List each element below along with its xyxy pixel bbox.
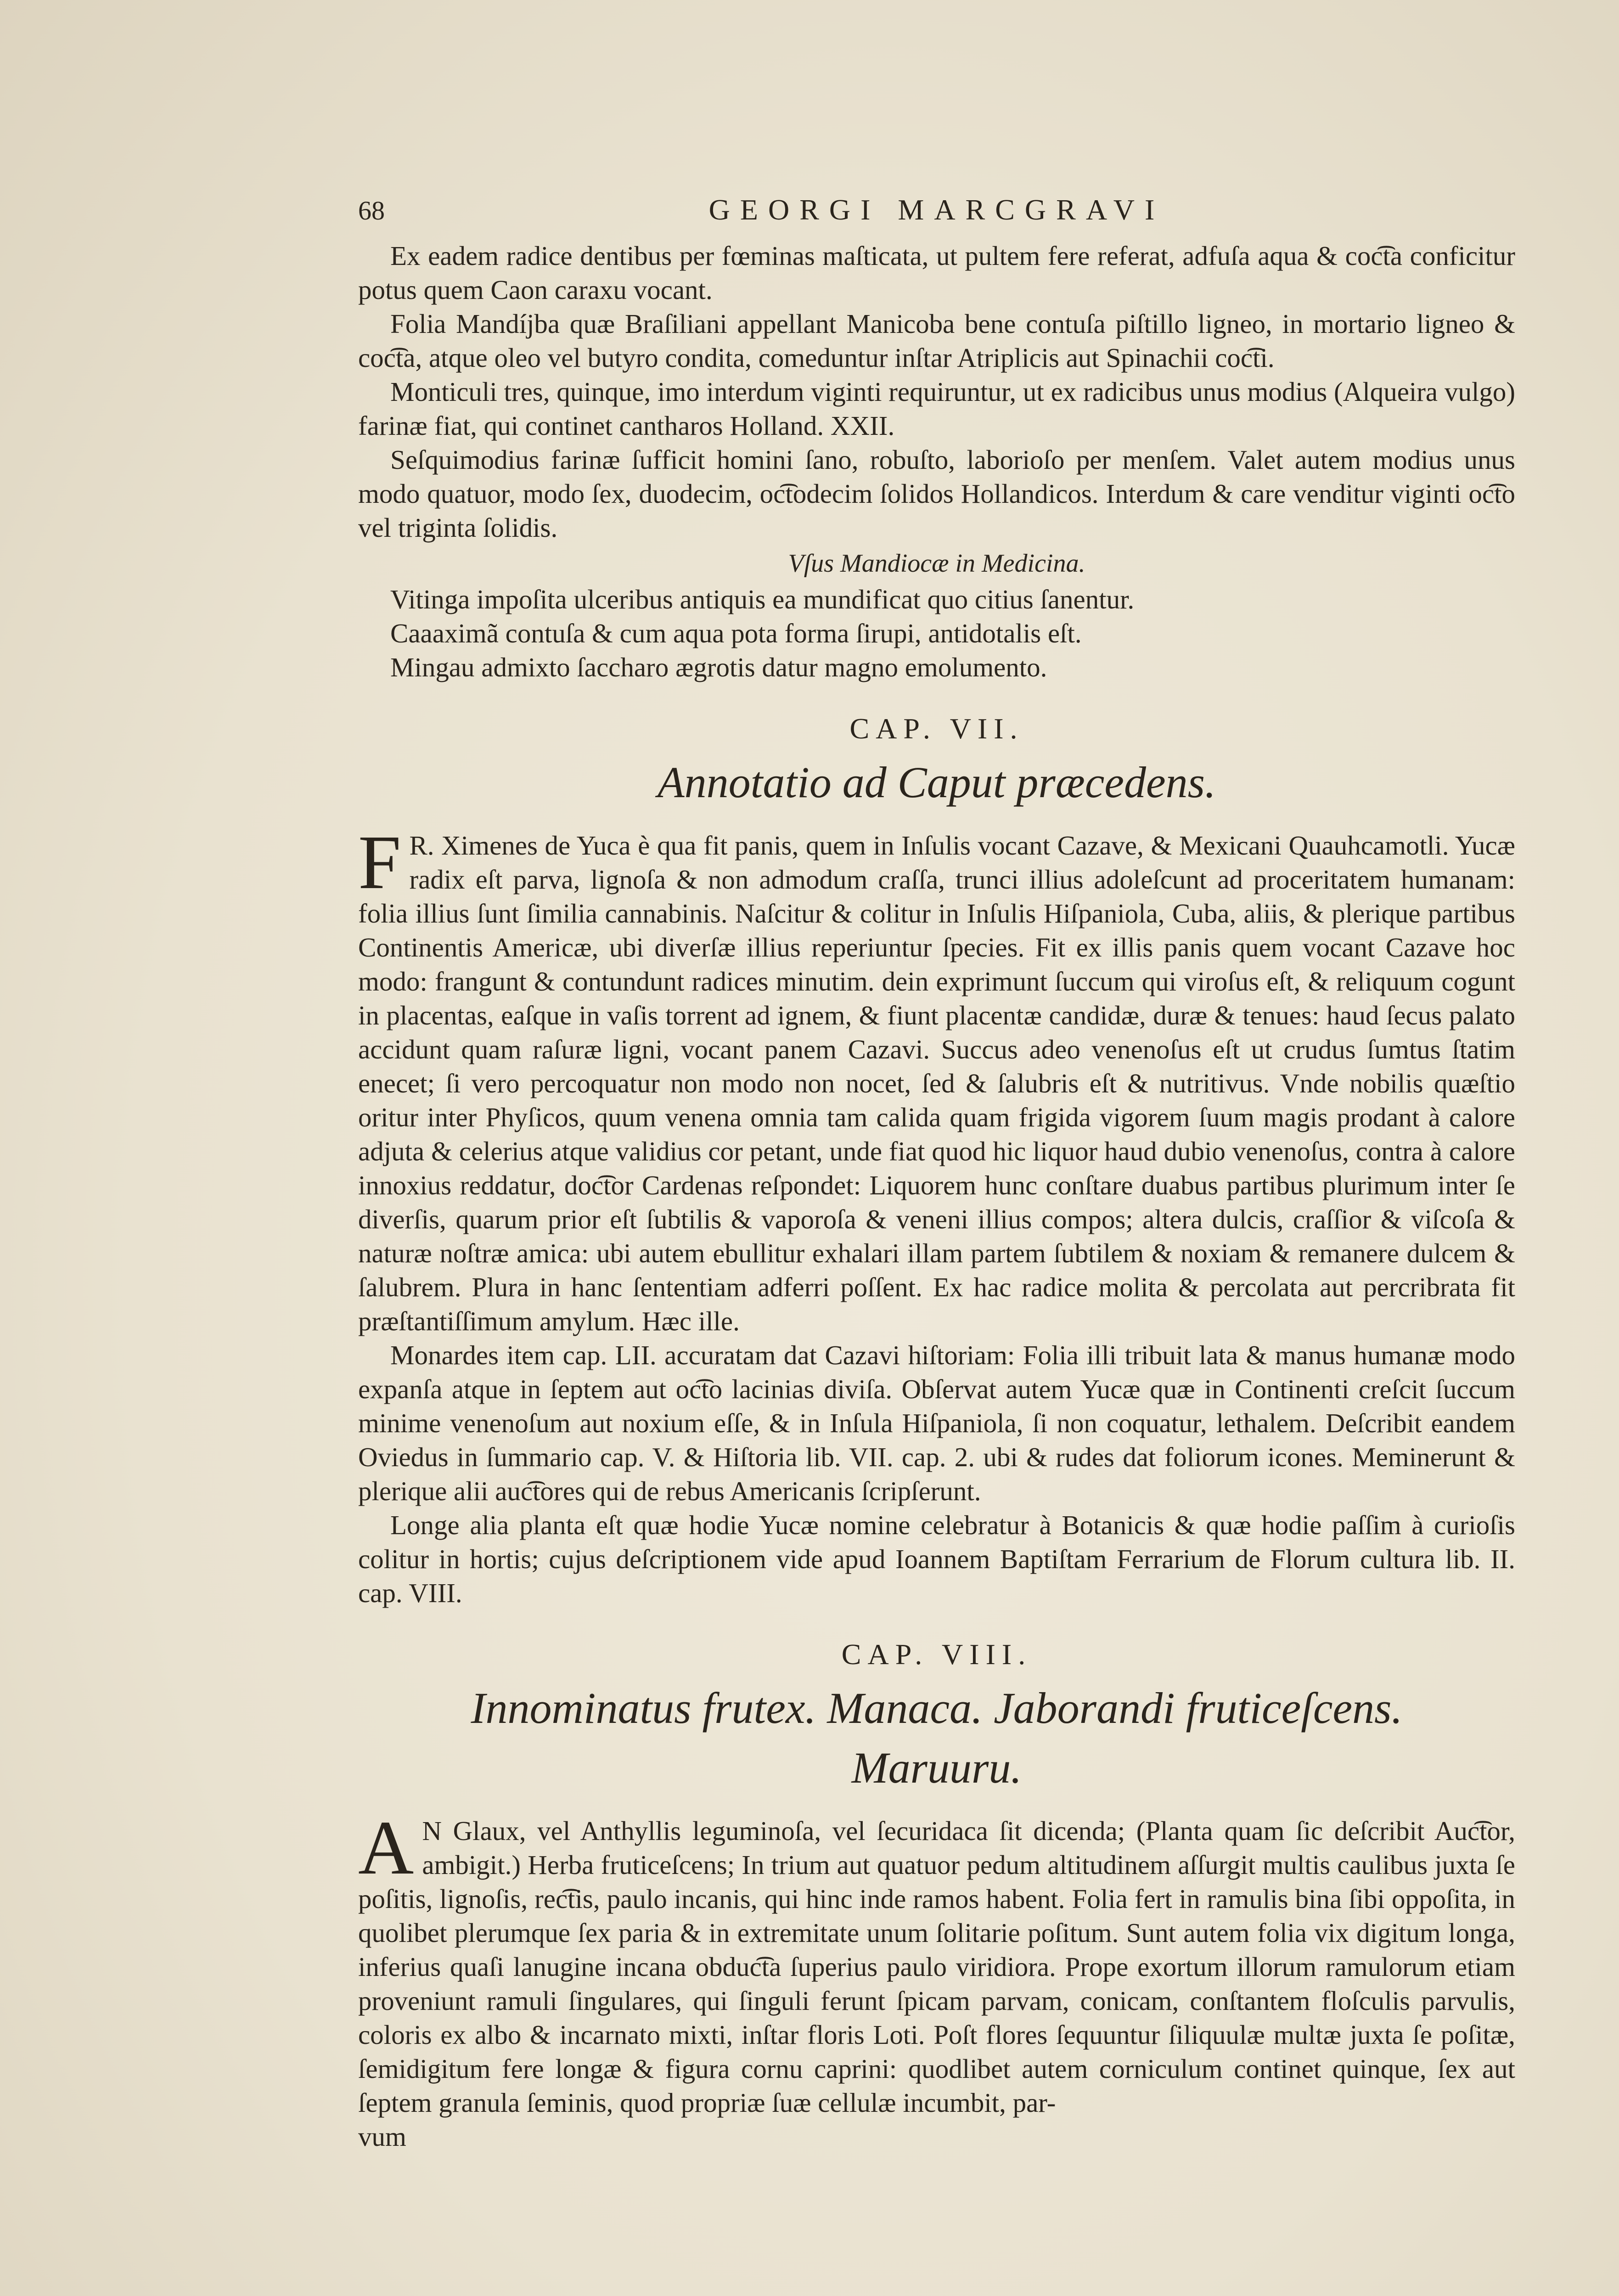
chapter-7-number: CAP. VII.	[849, 712, 1024, 745]
subheading-usus: Vſus Mandiocæ in Medicina.	[788, 549, 1085, 578]
paragraph-8: R. Ximenes de Yuca è qua fit panis, quem in Inſulis vocant Cazave, & Mexicani Quauhcamotli. Yucæ radix eſt parva, lignoſa & non admodum craſſa, trunci illius adoleſcunt ad proceritatem humanam: folia illius ſunt ſimilia cannabinis. Naſcitur & colitur in Inſulis Hiſpaniola, Cuba, aliis, & plerique partibus Continentis Americæ, ubi diverſæ illius reperiuntur ſpecies. Fit ex illis panis quem vocant Cazave hoc modo: frangunt & contundunt radices minutim. dein exprimunt ſuccum qui viroſus eſt, & reliquum cogunt in placentas, eaſque in vaſis torrent ad ignem, & fiunt placentæ candidæ, duræ & tenues: haud ſecus palato accidunt quam raſuræ ligni, vocant panem Cazavi. Succus adeo venenoſus eſt ut crudus ſumtus ſtatim enecet; ſi vero percoquatur non modo non nocet, ſed & ſalubris eſt & nutritivus. Vnde nobilis quæſtio oritur inter Phyſicos, quum venena omnia tam calida quam frigida vigorem ſuum magis prodant à calore adjuta & celerius atque validius cor petant, unde fiat quod hic liquor haud dubio venenoſus, contra à calore innoxius reddatur, doc͡tor Cardenas reſpondet: Liquorem hunc conſtare duabus partibus plurimum inter ſe diverſis, quarum prior eſt ſubtilis & vaporoſa & veneni illius compos; altera dulcis, craſſior & viſcoſa & naturæ noſtræ amica: ubi autem ebullitur exhalari illam partem ſubtilem & noxiam & remanere dulcem & ſalubrem. Plura in hanc ſententiam adferri poſſent. Ex hac radice molita & percolata aut percribrata fit præſtantiſſimum amylum. Hæc ille.	[358, 830, 1515, 1336]
paragraph-9: Monardes item cap. LII. accuratam dat Cazavi hiſtoriam: Folia illi tribuit lata & manus humanæ modo expanſa atque in ſeptem aut oc͡to lacinias diviſa. Obſervat autem Yucæ quæ in Continenti creſcit ſuccum minime venenoſum aut noxium eſſe, & in Inſula Hiſpaniola, ſi non coquatur, lethalem. Deſcribit eandem Oviedus in ſummario cap. V. & Hiſtoria lib. VII. cap. 2. ubi & rudes dat foliorum icones. Meminerunt & plerique alii auc͡tores qui de rebus Americanis ſcripſerunt.	[358, 1340, 1515, 1506]
drop-cap-a: A	[358, 1805, 414, 1891]
paragraph-11: N Glaux, vel Anthyllis leguminoſa, vel ſecuridaca ſit dicenda; (Planta quam ſic deſcribit Auc͡tor, ambigit.) Herba fruticeſcens; In trium aut quatuor pedum altitudinem aſſurgit multis caulibus juxta ſe poſitis, lignoſis, rec͡tis, paulo incanis, qui hinc inde ramos habent. Folia fert in ramulis bina ſibi oppoſita, in quolibet plerumque ſex paria & in extremitate unum ſolitarie poſitum. Sunt autem folia vix digitum longa, inferius quaſi lanugine incana obduc͡ta ſuperius paulo viridiora. Prope exortum illorum ramulorum etiam proveniunt ramuli ſingulares, qui ſinguli ferunt ſpicam parvam, conicam, conſtantem floſculis parvulis, coloris ex albo & incarnato mixti, inſtar floris Loti. Poſt flores ſequuntur ſiliquulæ multæ juxta ſe poſitæ, ſemidigitum fere longæ & figura cornu caprini: quodlibet autem corniculum continet quinque, ſex aut ſeptem granula ſeminis, quod propriæ ſuæ cellulæ incumbit, par-	[358, 1816, 1515, 2118]
chapter-8-number: CAP. VIII.	[841, 1638, 1032, 1671]
paragraph-7: Mingau admixto ſaccharo ægrotis datur magno emolumento.	[390, 652, 1047, 682]
chapter-8-heading-line-2: Maruuru.	[851, 1743, 1022, 1792]
paragraph-10: Longe alia planta eſt quæ hodie Yucæ nomine celebratur à Botanicis & quæ hodie paſſim à curioſis colitur in hortis; cujus deſcriptionem vide apud Ioannem Baptiſtam Ferrarium de Florum cultura lib. II. cap. VIII.	[358, 1510, 1515, 1608]
paragraph-5: Vitinga impoſita ulceribus antiquis ea mundificat quo citius ſanentur.	[390, 584, 1135, 614]
drop-cap-f: F	[358, 820, 401, 905]
running-title: GEORGI MARCGRAVI	[708, 193, 1165, 226]
paragraph-6: Caaaximã contuſa & cum aqua pota forma ſirupi, antidotalis eſt.	[390, 618, 1082, 648]
catchword: vum	[358, 2122, 406, 2152]
paragraph-4: Seſquimodius farinæ ſufficit homini ſano, robuſto, laborioſo per menſem. Valet autem modius unus modo quatuor, modo ſex, duodecim, oc͡todecim ſolidos Hollandicos. Interdum & care venditur viginti oc͡to vel triginta ſolidis.	[358, 445, 1515, 543]
paragraph-2: Folia Mandíjba quæ Braſiliani appellant Manicoba bene contuſa piſtillo ligneo, in mortario ligneo & coc͡ta, atque oleo vel butyro condita, comeduntur inſtar Atriplicis aut Spinachii coc͡ti.	[358, 309, 1515, 373]
chapter-7-heading: Annotatio ad Caput præcedens.	[658, 758, 1216, 807]
running-head	[358, 193, 1515, 234]
paragraph-3: Monticuli tres, quinque, imo interdum viginti requiruntur, ut ex radicibus unus modius (Alqueira vulgo) farinæ fiat, qui continet cantharos Holland. XXII.	[358, 377, 1515, 441]
page-content	[358, 193, 1515, 2154]
paragraph-11-block	[358, 1805, 1515, 2120]
page-number: 68	[358, 196, 385, 225]
paragraph-1: Ex eadem radice dentibus per fœminas maſticata, ut pultem fere referat, adfuſa aqua & coc͡ta conficitur potus quem Caon caraxu vocant.	[358, 241, 1515, 305]
paragraph-8-block	[358, 820, 1515, 1338]
chapter-8-heading-line-1: Innominatus frutex. Manaca. Jaborandi fruticeſcens.	[471, 1683, 1403, 1733]
